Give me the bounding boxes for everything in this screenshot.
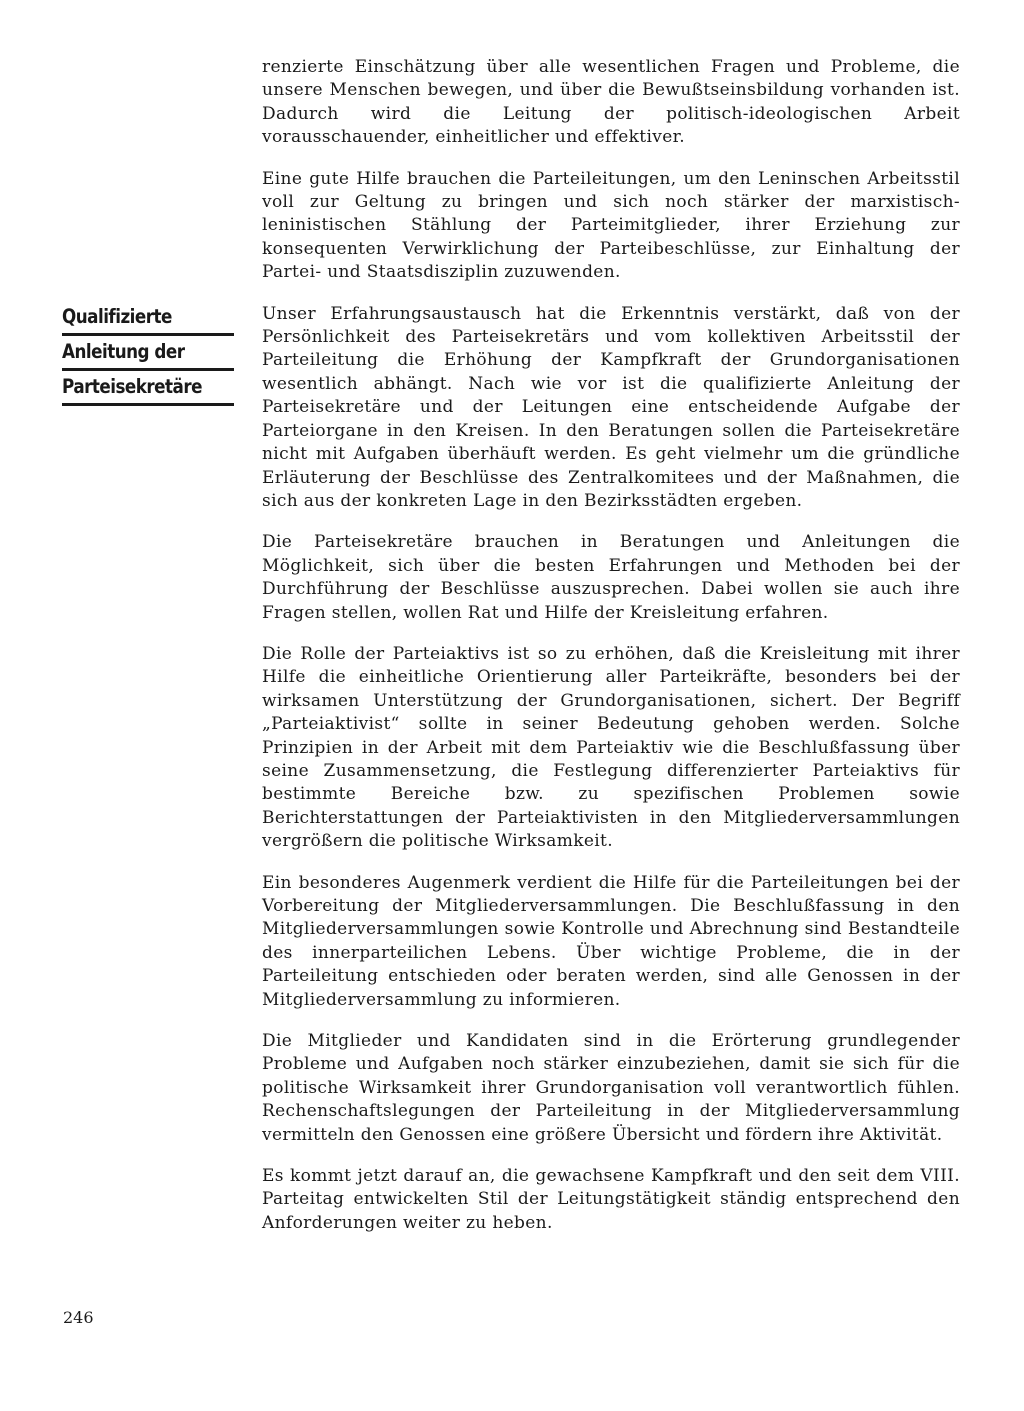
paragraph-1: renzierte Einschätzung über alle wesentlichen Fragen und Probleme, die unsere Menschen bewegen, und über die Bewußtseinsbildung vorhanden ist. Dadurch wird die Leitung der politisch-ideologischen Arbeit vorausschauender, einheitlicher und effektiver. [262, 57, 960, 148]
margin-heading-line-1: Qualifizierte [62, 305, 172, 328]
margin-heading-rule-1 [62, 333, 234, 336]
paragraph-4: Die Parteisekretäre brauchen in Beratungen und Anleitungen die Möglichkeit, sich über die besten Erfahrungen und Methoden bei der Durchführung der Beschlüsse auszusprechen. Dabei wollen sie auch ihre Fragen stellen, wollen Rat und Hilfe der Kreisleitung erfahren. [262, 532, 960, 623]
main-text-column [262, 56, 960, 1253]
margin-heading-rule-2 [62, 368, 234, 371]
margin-heading-line-3: Parteisekretäre [62, 375, 202, 398]
margin-heading-rule-3 [62, 403, 234, 406]
paragraph-6: Ein besonderes Augenmerk verdient die Hilfe für die Parteileitungen bei der Vorbereitung der Mitgliederversammlungen. Die Beschlußfassung in den Mitgliederversammlungen sowie Kontrolle und Abrechnung sind Bestandteile des innerparteilichen Lebens. Über wichtige Probleme, die in der Parteileitung entschieden oder beraten werden, sind alle Genossen in der Mitgliederversammlung zu informieren. [262, 872, 960, 1010]
paragraph-7: Die Mitglieder und Kandidaten sind in die Erörterung grundlegender Probleme und Aufgaben noch stärker einzubeziehen, damit sie sich für die politische Wirksamkeit ihrer Grundorganisation voll verantwortlich fühlen. Rechenschaftslegungen der Parteileitung in der Mitgliederversammlung vermitteln den Genossen eine größere Übersicht und fördern ihre Aktivität. [262, 1031, 960, 1145]
page-number: 246 [63, 1308, 94, 1327]
paragraph-2: Eine gute Hilfe brauchen die Parteileitungen, um den Leninschen Arbeitsstil voll zur Geltung zu bringen und sich noch stärker der marxistisch-leninistischen Stählung der Parteimitglieder, ihrer Erziehung zur konsequenten Verwirklichung der Parteibeschlüsse, zur Einhaltung der Partei- und Staatsdisziplin zuzuwenden. [262, 168, 960, 283]
paragraph-8: Es kommt jetzt darauf an, die gewachsene Kampfkraft und den seit dem VIII. Parteitag entwickelten Stil der Leitungstätigkeit ständig entsprechend den Anforderungen weiter zu heben. [262, 1166, 960, 1233]
margin-heading-line-2: Anleitung der [62, 340, 185, 363]
paragraph-3: Unser Erfahrungsaustausch hat die Erkenntnis verstärkt, daß von der Persönlichkeit des Parteisekretärs und vom kollektiven Arbeitsstil der Parteileitung die Erhöhung der Kampfkraft der Grundorganisationen wesentlich abhängt. Nach wie vor ist die qualifizierte Anleitung der Parteisekretäre und der Leitungen eine entscheidende Aufgabe der Parteiorgane in den Kreisen. In den Beratungen sollen die Parteisekretäre nicht mit Aufgaben überhäuft werden. Es geht vielmehr um die gründliche Erläuterung der Beschlüsse des Zentralkomitees und der Maßnahmen, die sich aus der konkreten Lage in den Bezirksstädten ergeben. [262, 303, 960, 511]
margin-heading [62, 304, 234, 409]
paragraph-5: Die Rolle der Parteiaktivs ist so zu erhöhen, daß die Kreisleitung mit ihrer Hilfe die einheitliche Orientierung aller Parteikräfte, besonders bei der wirksamen Unterstützung der Grundorganisationen, sichert. Der Begriff „Parteiaktivist“ sollte in seiner Bedeutung gehoben werden. Solche Prinzipien in der Arbeit mit dem Parteiaktiv wie die Beschlußfassung über seine Zusammensetzung, die Festlegung differenzierter Parteiaktivs für bestimmte Bereiche bzw. zu spezifischen Problemen sowie Berichterstattungen der Parteiaktivisten in den Mitgliederversammlungen vergrößern die politische Wirksamkeit. [262, 643, 960, 852]
